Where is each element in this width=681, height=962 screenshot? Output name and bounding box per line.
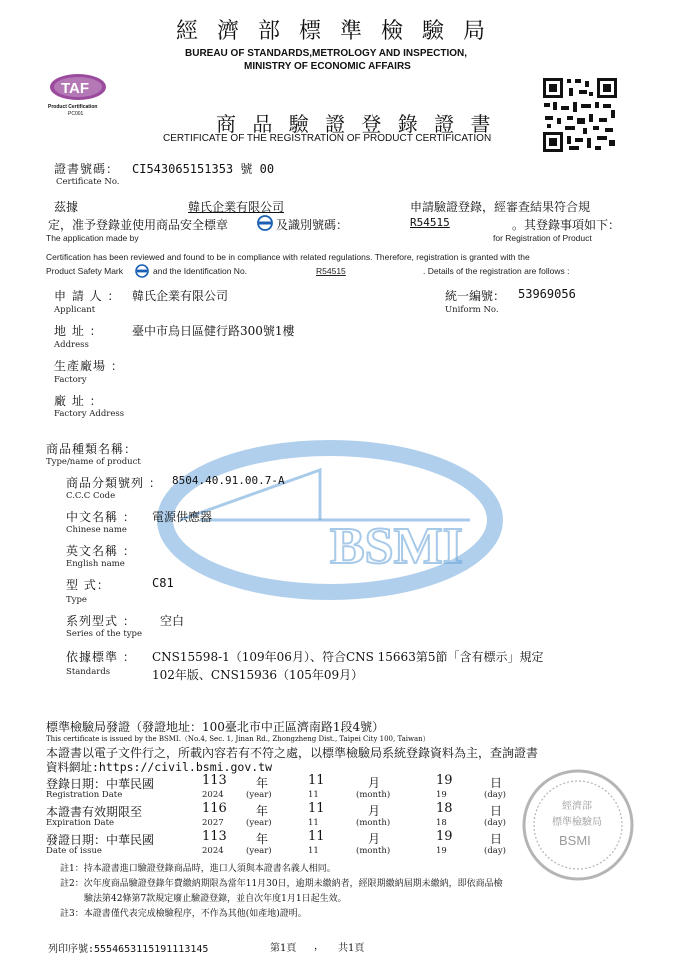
- year-unit-en-3: (year): [246, 846, 272, 856]
- issue-year-en: 2024: [202, 846, 224, 856]
- seal-line1: 經濟部: [562, 801, 592, 812]
- expiration-date-label-en: Expiration Date: [46, 818, 115, 828]
- statement-en-3a: Product Safety Mark: [46, 266, 124, 276]
- applicant-value: 韓氏企業有限公司: [132, 289, 229, 303]
- registration-day: 19: [436, 773, 453, 788]
- day-unit: 日: [490, 776, 503, 790]
- taf-logo-text: TAF: [61, 80, 90, 97]
- factory-address-label-en: Factory Address: [54, 409, 125, 419]
- print-serial: 列印序號:5554653115191113145: [48, 944, 209, 955]
- series-label-en: Series of the type: [66, 629, 143, 639]
- issue-date-label: 發證日期：中華民國: [46, 833, 155, 847]
- statement-en-3c: R54515: [316, 266, 346, 276]
- year-unit-en-2: (year): [246, 818, 272, 828]
- applicant-label: 申 請 人 ：: [54, 289, 121, 303]
- month-unit: 月: [368, 776, 381, 790]
- factory-address-label: 廠 址 ：: [54, 394, 103, 408]
- safety-mark-icon: [257, 215, 273, 231]
- statement-en-2: Certification has been reviewed and found to be in compliance with related regulations. Therefore, registration is granted with the: [46, 252, 530, 262]
- standards-value-2: 102年版、CNS15936（105年09月）: [152, 668, 364, 682]
- registration-date-label: 登錄日期：中華民國: [46, 777, 155, 791]
- month-unit-en: (month): [356, 790, 391, 800]
- year-unit-2: 年: [256, 804, 269, 818]
- chinese-name-label: 中文名稱 ：: [66, 510, 136, 524]
- year-unit: 年: [256, 776, 269, 790]
- registration-year: 113: [202, 773, 227, 788]
- uniform-no-value: 53969056: [518, 287, 576, 301]
- issue-date-label-en: Date of issue: [46, 846, 102, 856]
- statement-en-3b: and the Identification No.: [153, 266, 248, 276]
- standards-value-1: CNS15598-1（109年06月）、符合CNS 15663第5節「含有標示」規定: [152, 650, 544, 664]
- statement-company: 韓氏企業有限公司: [188, 200, 285, 214]
- seal-line3: BSMI: [559, 833, 591, 848]
- uniform-no-label: 統一編號：: [445, 289, 506, 303]
- factory-label: 生產廠場 ：: [54, 359, 124, 373]
- year-unit-3: 年: [256, 832, 269, 846]
- statement-zh-1a: 茲據: [54, 200, 79, 214]
- applicant-label-en: Applicant: [54, 305, 96, 315]
- electronic-note-2: 資料網址:https://civil.bsmi.gov.tw: [46, 760, 273, 774]
- statement-id-no: R54515: [410, 216, 450, 229]
- registration-month: 11: [308, 773, 325, 788]
- ccc-value: 8504.40.91.00.7-A: [172, 474, 285, 487]
- expiration-day: 18: [436, 801, 453, 816]
- expiration-day-en: 18: [436, 818, 447, 828]
- month-unit-en-3: (month): [356, 846, 391, 856]
- statement-zh-1b: 申請驗證登錄，經審查結果符合規: [410, 200, 591, 214]
- address-label: 地 址 ：: [54, 324, 103, 338]
- expiration-month: 11: [308, 801, 325, 816]
- day-unit-en: (day): [484, 790, 506, 800]
- issuer-line-zh: 標準檢驗局發證（發證地址：100臺北市中正區濟南路1段4號）: [46, 720, 385, 734]
- note-2-cont: 驗法第42條第7款規定廢止驗證登錄，並自次年度1月1日起生效。: [84, 894, 347, 904]
- statement-zh-2b: 及識別號碼：: [276, 218, 349, 232]
- page-current: 第1頁: [270, 943, 297, 954]
- expiration-month-en: 11: [308, 818, 319, 828]
- expiration-year-en: 2027: [202, 818, 224, 828]
- bureau-title-en-2: MINISTRY OF ECONOMIC AFFAIRS: [244, 61, 411, 72]
- ccc-label: 商品分類號列 ：: [66, 476, 162, 490]
- certificate-title-zh: 商 品 驗 證 登 錄 證 書: [216, 112, 496, 136]
- uniform-no-label-en: Uniform No.: [445, 305, 499, 315]
- standards-label: 依據標準 ：: [66, 650, 136, 664]
- issue-day-en: 19: [436, 846, 447, 856]
- issue-month: 11: [308, 829, 325, 844]
- factory-label-en: Factory: [54, 375, 87, 385]
- issuer-line-en: This certificate is issued by the BSMI.（No.4, Sec. 1, Jinan Rd., Zhongzheng Dist., Taipei City 100, Taiwan）: [46, 735, 430, 743]
- type-label: 型 式：: [66, 578, 110, 592]
- month-unit-2: 月: [368, 804, 381, 818]
- page-separator: ，: [314, 941, 324, 952]
- series-value: 空白: [160, 614, 185, 628]
- day-unit-en-3: (day): [484, 846, 506, 856]
- type-label-en: Type: [66, 595, 87, 605]
- note-3: 註3：本證書僅代表完成檢驗程序，不作為其他(如產地)證明。: [60, 909, 307, 919]
- page-total: 共1頁: [338, 943, 365, 954]
- year-unit-en: (year): [246, 790, 272, 800]
- statement-en-1a: The application made by: [46, 233, 139, 243]
- day-unit-3: 日: [490, 832, 503, 846]
- statement-zh-2a: 定，准予登錄並使用商品安全標章: [48, 218, 229, 232]
- note-1: 註1：持本證書進口驗證登錄商品時，進口人須與本證書名義人相同。: [60, 864, 336, 874]
- month-unit-3: 月: [368, 832, 381, 846]
- product-type-label: 商品種類名稱：: [46, 442, 138, 456]
- address-label-en: Address: [54, 340, 89, 350]
- bsmi-seal: [518, 765, 638, 885]
- certificate-no-value: CI543065151353 號 00: [132, 162, 275, 176]
- product-type-label-en: Type/name of product: [46, 457, 141, 467]
- statement-en-3d: . Details of the registration are follows :: [423, 266, 570, 276]
- expiration-date-label: 本證書有效期限至: [46, 805, 143, 819]
- certificate-title-en: CERTIFICATE OF THE REGISTRATION OF PRODUCT CERTIFICATION: [163, 133, 492, 144]
- electronic-note-1: 本證書以電子文件行之，所載內容若有不符之處，以標準檢驗局系統登錄資料為主，查詢證書: [46, 746, 539, 760]
- ccc-label-en: C.C.C Code: [66, 491, 116, 501]
- type-value: C81: [152, 576, 174, 590]
- watermark-text: BSMI: [330, 518, 463, 575]
- bureau-title-zh: 經 濟 部 標 準 檢 驗 局: [176, 19, 491, 44]
- certificate-no-label-en: Certificate No.: [56, 177, 120, 187]
- bureau-title-en-1: BUREAU OF STANDARDS,METROLOGY AND INSPECTION,: [185, 48, 468, 59]
- expiration-year: 116: [202, 801, 227, 816]
- standards-label-en: Standards: [66, 667, 111, 677]
- day-unit-2: 日: [490, 804, 503, 818]
- issue-month-en: 11: [308, 846, 319, 856]
- chinese-name-value: 電源供應器: [152, 510, 213, 524]
- issue-year: 113: [202, 829, 227, 844]
- taf-sub-2: PC001: [68, 111, 84, 117]
- address-value: 臺中市烏日區健行路300號1樓: [132, 324, 295, 338]
- day-unit-en-2: (day): [484, 818, 506, 828]
- registration-year-en: 2024: [202, 790, 224, 800]
- series-label: 系列型式 ：: [66, 614, 136, 628]
- issue-day: 19: [436, 829, 453, 844]
- english-name-label: 英文名稱 ：: [66, 544, 136, 558]
- qr-code: [541, 76, 619, 154]
- registration-month-en: 11: [308, 790, 319, 800]
- statement-zh-2c: 。其登錄事項如下：: [512, 218, 621, 232]
- chinese-name-label-en: Chinese name: [66, 525, 127, 535]
- certificate-no-label: 證書號碼：: [54, 162, 120, 176]
- seal-line2: 標準檢驗局: [552, 817, 602, 828]
- taf-sub-1: Product Certification: [48, 104, 98, 110]
- statement-en-1b: for Registration of Product: [493, 233, 592, 243]
- registration-day-en: 19: [436, 790, 447, 800]
- month-unit-en-2: (month): [356, 818, 391, 828]
- safety-mark-icon-en: [135, 264, 149, 278]
- note-2: 註2：次年度商品驗證登錄年費繳納期限為當年11月30日，逾期未繳納者，經限期繳納屆期未繳納，即依商品檢: [60, 879, 503, 889]
- english-name-label-en: English name: [66, 559, 125, 569]
- registration-date-label-en: Registration Date: [46, 790, 123, 800]
